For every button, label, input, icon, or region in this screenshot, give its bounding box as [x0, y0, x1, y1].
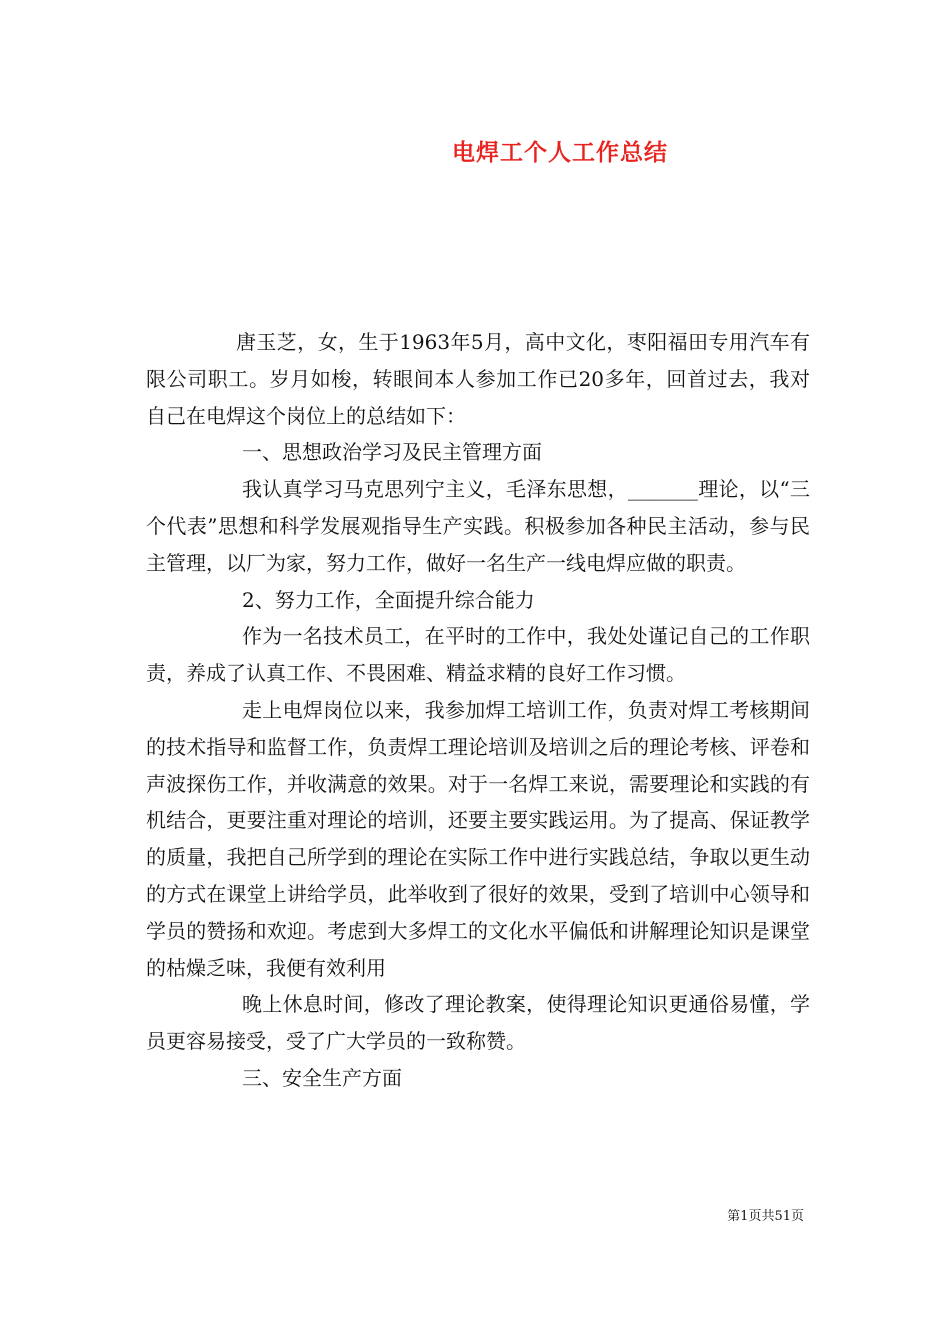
paragraph-politics: 我认真学习马克思列宁主义，毛泽东思想，_______理论，以“三个代表”思想和科学发展观指导生产实践。积极参加各种民主活动，参与民主管理，以厂为家，努力工作，做好一名生产一线电焊应做的职责。: [146, 477, 810, 575]
paragraph-evening: 晚上休息时间，修改了理论教案，使得理论知识更通俗易懂，学员更容易接受，受了广大学员的一致称赞。: [146, 992, 810, 1054]
section-heading-3: 三、安全生产方面: [242, 1065, 402, 1090]
page-number-footer: 第1页共51页: [727, 1209, 804, 1224]
document-title: 电焊工个人工作总结: [452, 139, 668, 166]
document-body: [146, 324, 810, 1097]
paragraph-duty: 作为一名技术员工，在平时的工作中，我处处谨记自己的工作职责，养成了认真工作、不畏困难、精益求精的良好工作习惯。: [146, 624, 810, 686]
section-heading-2: 2、努力工作，全面提升综合能力: [242, 587, 535, 612]
paragraph-training: 走上电焊岗位以来，我参加焊工培训工作，负责对焊工考核期间的技术指导和监督工作，负责焊工理论培训及培训之后的理论考核、评卷和声波探伤工作，并收满意的效果。对于一名焊工来说，需要理论和实践的有机结合，更要注重对理论的培训，还要主要实践运用。为了提高、保证教学的质量，我把自己所学到的理论在实际工作中进行实践总结，争取以更生动的方式在课堂上讲给学员，此举收到了很好的效果，受到了培训中心领导和学员的赞扬和欢迎。考虑到大多焊工的文化水平偏低和讲解理论知识是课堂的枯燥乏味，我便有效利用: [146, 697, 810, 980]
paragraph-intro: 唐玉芝，女，生于1963年5月，高中文化，枣阳福田专用汽车有限公司职工。岁月如梭，转眼间本人参加工作已20多年，回首过去，我对自己在电焊这个岗位上的总结如下：: [146, 330, 810, 428]
section-heading-1: 一、思想政治学习及民主管理方面: [242, 440, 542, 465]
